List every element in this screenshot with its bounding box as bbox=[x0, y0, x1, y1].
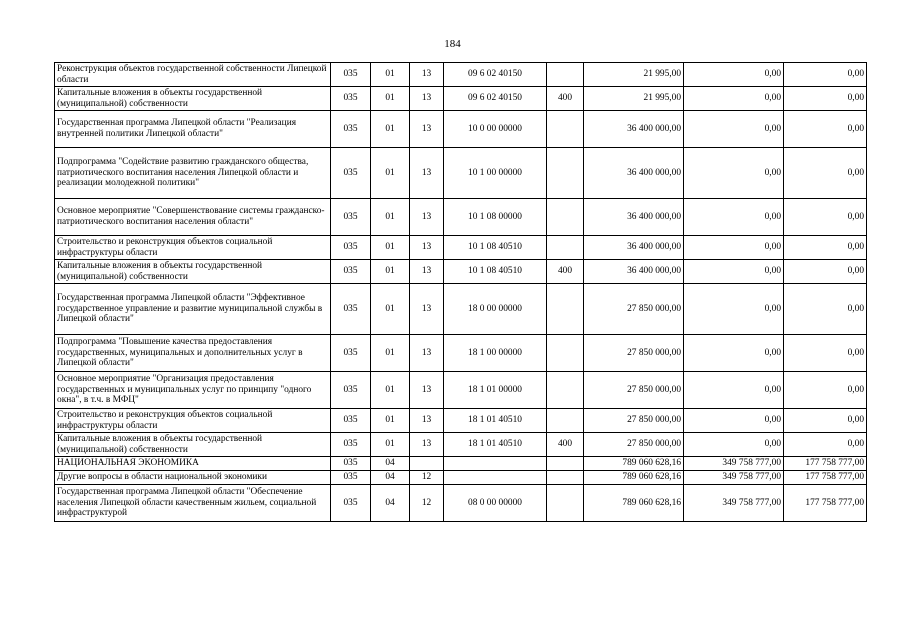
ved-code: 035 bbox=[331, 471, 371, 485]
target-article-code: 09 6 02 40150 bbox=[444, 63, 547, 87]
expense-type-code bbox=[547, 471, 584, 485]
amount-year-2: 349 758 777,00 bbox=[684, 471, 784, 485]
row-name: Капитальные вложения в объекты государственной (муниципальной) собственности bbox=[55, 260, 331, 284]
amount-year-1: 27 850 000,00 bbox=[584, 372, 684, 409]
expense-type-code bbox=[547, 457, 584, 471]
expense-type-code bbox=[547, 148, 584, 199]
section-code: 01 bbox=[371, 260, 410, 284]
expense-type-code: 400 bbox=[547, 260, 584, 284]
budget-table bbox=[54, 62, 867, 522]
row-name: Реконструкция объектов государственной собственности Липецкой области bbox=[55, 63, 331, 87]
section-code: 01 bbox=[371, 199, 410, 236]
expense-type-code bbox=[547, 284, 584, 335]
target-article-code: 10 1 08 00000 bbox=[444, 199, 547, 236]
expense-type-code bbox=[547, 199, 584, 236]
subsection-code: 12 bbox=[410, 471, 444, 485]
subsection-code: 13 bbox=[410, 199, 444, 236]
table-row bbox=[55, 63, 867, 87]
table-row bbox=[55, 433, 867, 457]
amount-year-1: 36 400 000,00 bbox=[584, 260, 684, 284]
amount-year-3: 0,00 bbox=[784, 87, 867, 111]
row-name: НАЦИОНАЛЬНАЯ ЭКОНОМИКА bbox=[55, 457, 331, 471]
ved-code: 035 bbox=[331, 87, 371, 111]
amount-year-3: 0,00 bbox=[784, 372, 867, 409]
row-name: Другие вопросы в области национальной экономики bbox=[55, 471, 331, 485]
row-name: Основное мероприятие "Совершенствование системы гражданско-патриотического воспитания населения области" bbox=[55, 199, 331, 236]
amount-year-3: 0,00 bbox=[784, 199, 867, 236]
ved-code: 035 bbox=[331, 63, 371, 87]
ved-code: 035 bbox=[331, 111, 371, 148]
amount-year-3: 0,00 bbox=[784, 260, 867, 284]
ved-code: 035 bbox=[331, 372, 371, 409]
subsection-code: 13 bbox=[410, 111, 444, 148]
ved-code: 035 bbox=[331, 284, 371, 335]
expense-type-code bbox=[547, 236, 584, 260]
subsection-code: 13 bbox=[410, 87, 444, 111]
row-name: Капитальные вложения в объекты государственной (муниципальной) собственности bbox=[55, 87, 331, 111]
target-article-code: 10 1 08 40510 bbox=[444, 236, 547, 260]
subsection-code: 13 bbox=[410, 372, 444, 409]
table-row bbox=[55, 457, 867, 471]
amount-year-3: 0,00 bbox=[784, 409, 867, 433]
amount-year-3: 0,00 bbox=[784, 63, 867, 87]
row-name: Подпрограмма "Содействие развитию гражданского общества, патриотического воспитания населения Липецкой области и реализации молодежной политики" bbox=[55, 148, 331, 199]
table-row bbox=[55, 335, 867, 372]
target-article-code: 18 0 00 00000 bbox=[444, 284, 547, 335]
ved-code: 035 bbox=[331, 457, 371, 471]
ved-code: 035 bbox=[331, 260, 371, 284]
amount-year-2: 0,00 bbox=[684, 433, 784, 457]
amount-year-1: 27 850 000,00 bbox=[584, 433, 684, 457]
target-article-code: 10 1 08 40510 bbox=[444, 260, 547, 284]
row-name: Строительство и реконструкция объектов социальной инфраструктуры области bbox=[55, 236, 331, 260]
ved-code: 035 bbox=[331, 148, 371, 199]
amount-year-2: 0,00 bbox=[684, 148, 784, 199]
table-row bbox=[55, 87, 867, 111]
amount-year-1: 36 400 000,00 bbox=[584, 199, 684, 236]
amount-year-1: 27 850 000,00 bbox=[584, 284, 684, 335]
target-article-code: 08 0 00 00000 bbox=[444, 485, 547, 522]
target-article-code: 18 1 01 00000 bbox=[444, 372, 547, 409]
subsection-code: 13 bbox=[410, 335, 444, 372]
row-name: Капитальные вложения в объекты государственной (муниципальной) собственности bbox=[55, 433, 331, 457]
subsection-code: 13 bbox=[410, 409, 444, 433]
expense-type-code: 400 bbox=[547, 87, 584, 111]
amount-year-3: 0,00 bbox=[784, 111, 867, 148]
amount-year-1: 789 060 628,16 bbox=[584, 457, 684, 471]
table-row bbox=[55, 471, 867, 485]
row-name: Государственная программа Липецкой области "Эффективное государственное управление и развитие муниципальной службы в Липецкой области" bbox=[55, 284, 331, 335]
amount-year-1: 21 995,00 bbox=[584, 87, 684, 111]
ved-code: 035 bbox=[331, 433, 371, 457]
expense-type-code bbox=[547, 335, 584, 372]
table-row bbox=[55, 148, 867, 199]
subsection-code: 13 bbox=[410, 236, 444, 260]
amount-year-1: 27 850 000,00 bbox=[584, 335, 684, 372]
amount-year-2: 0,00 bbox=[684, 63, 784, 87]
target-article-code bbox=[444, 457, 547, 471]
amount-year-3: 0,00 bbox=[784, 335, 867, 372]
row-name: Строительство и реконструкция объектов социальной инфраструктуры области bbox=[55, 409, 331, 433]
section-code: 04 bbox=[371, 471, 410, 485]
amount-year-2: 0,00 bbox=[684, 236, 784, 260]
target-article-code: 09 6 02 40150 bbox=[444, 87, 547, 111]
amount-year-1: 27 850 000,00 bbox=[584, 409, 684, 433]
subsection-code: 13 bbox=[410, 148, 444, 199]
page-number: 184 bbox=[444, 38, 461, 50]
amount-year-1: 789 060 628,16 bbox=[584, 471, 684, 485]
subsection-code: 13 bbox=[410, 260, 444, 284]
table-row bbox=[55, 199, 867, 236]
row-name: Государственная программа Липецкой области "Обеспечение населения Липецкой области качественным жильем, социальной инфраструктурой bbox=[55, 485, 331, 522]
section-code: 01 bbox=[371, 284, 410, 335]
amount-year-2: 0,00 bbox=[684, 409, 784, 433]
table-row bbox=[55, 111, 867, 148]
target-article-code: 18 1 01 40510 bbox=[444, 433, 547, 457]
target-article-code: 10 0 00 00000 bbox=[444, 111, 547, 148]
subsection-code: 13 bbox=[410, 63, 444, 87]
section-code: 04 bbox=[371, 485, 410, 522]
section-code: 01 bbox=[371, 409, 410, 433]
subsection-code bbox=[410, 457, 444, 471]
table-row bbox=[55, 260, 867, 284]
section-code: 01 bbox=[371, 433, 410, 457]
section-code: 01 bbox=[371, 372, 410, 409]
table-row bbox=[55, 409, 867, 433]
subsection-code: 13 bbox=[410, 433, 444, 457]
target-article-code bbox=[444, 471, 547, 485]
expense-type-code bbox=[547, 111, 584, 148]
section-code: 01 bbox=[371, 236, 410, 260]
amount-year-2: 349 758 777,00 bbox=[684, 485, 784, 522]
amount-year-2: 349 758 777,00 bbox=[684, 457, 784, 471]
section-code: 01 bbox=[371, 148, 410, 199]
amount-year-2: 0,00 bbox=[684, 335, 784, 372]
amount-year-3: 0,00 bbox=[784, 148, 867, 199]
amount-year-1: 789 060 628,16 bbox=[584, 485, 684, 522]
ved-code: 035 bbox=[331, 335, 371, 372]
amount-year-2: 0,00 bbox=[684, 111, 784, 148]
amount-year-2: 0,00 bbox=[684, 87, 784, 111]
ved-code: 035 bbox=[331, 409, 371, 433]
ved-code: 035 bbox=[331, 236, 371, 260]
subsection-code: 13 bbox=[410, 284, 444, 335]
amount-year-2: 0,00 bbox=[684, 284, 784, 335]
amount-year-1: 21 995,00 bbox=[584, 63, 684, 87]
amount-year-2: 0,00 bbox=[684, 199, 784, 236]
section-code: 01 bbox=[371, 63, 410, 87]
expense-type-code bbox=[547, 409, 584, 433]
expense-type-code bbox=[547, 63, 584, 87]
amount-year-3: 0,00 bbox=[784, 236, 867, 260]
row-name: Государственная программа Липецкой области "Реализация внутренней политики Липецкой области" bbox=[55, 111, 331, 148]
amount-year-3: 177 758 777,00 bbox=[784, 485, 867, 522]
target-article-code: 18 1 01 40510 bbox=[444, 409, 547, 433]
amount-year-1: 36 400 000,00 bbox=[584, 148, 684, 199]
amount-year-3: 177 758 777,00 bbox=[784, 457, 867, 471]
amount-year-1: 36 400 000,00 bbox=[584, 111, 684, 148]
amount-year-2: 0,00 bbox=[684, 260, 784, 284]
target-article-code: 10 1 00 00000 bbox=[444, 148, 547, 199]
ved-code: 035 bbox=[331, 199, 371, 236]
expense-type-code bbox=[547, 485, 584, 522]
amount-year-3: 177 758 777,00 bbox=[784, 471, 867, 485]
amount-year-2: 0,00 bbox=[684, 372, 784, 409]
target-article-code: 18 1 00 00000 bbox=[444, 335, 547, 372]
section-code: 01 bbox=[371, 335, 410, 372]
section-code: 01 bbox=[371, 111, 410, 148]
subsection-code: 12 bbox=[410, 485, 444, 522]
section-code: 04 bbox=[371, 457, 410, 471]
amount-year-3: 0,00 bbox=[784, 284, 867, 335]
section-code: 01 bbox=[371, 87, 410, 111]
table-row bbox=[55, 485, 867, 522]
expense-type-code bbox=[547, 372, 584, 409]
row-name: Подпрограмма "Повышение качества предоставления государственных, муниципальных и дополнительных услуг в Липецкой области" bbox=[55, 335, 331, 372]
amount-year-1: 36 400 000,00 bbox=[584, 236, 684, 260]
row-name: Основное мероприятие "Организация предоставления государственных и муниципальных услуг по принципу "одного окна", в т.ч. в МФЦ" bbox=[55, 372, 331, 409]
amount-year-3: 0,00 bbox=[784, 433, 867, 457]
table-row bbox=[55, 284, 867, 335]
table-row bbox=[55, 372, 867, 409]
table-row bbox=[55, 236, 867, 260]
expense-type-code: 400 bbox=[547, 433, 584, 457]
ved-code: 035 bbox=[331, 485, 371, 522]
